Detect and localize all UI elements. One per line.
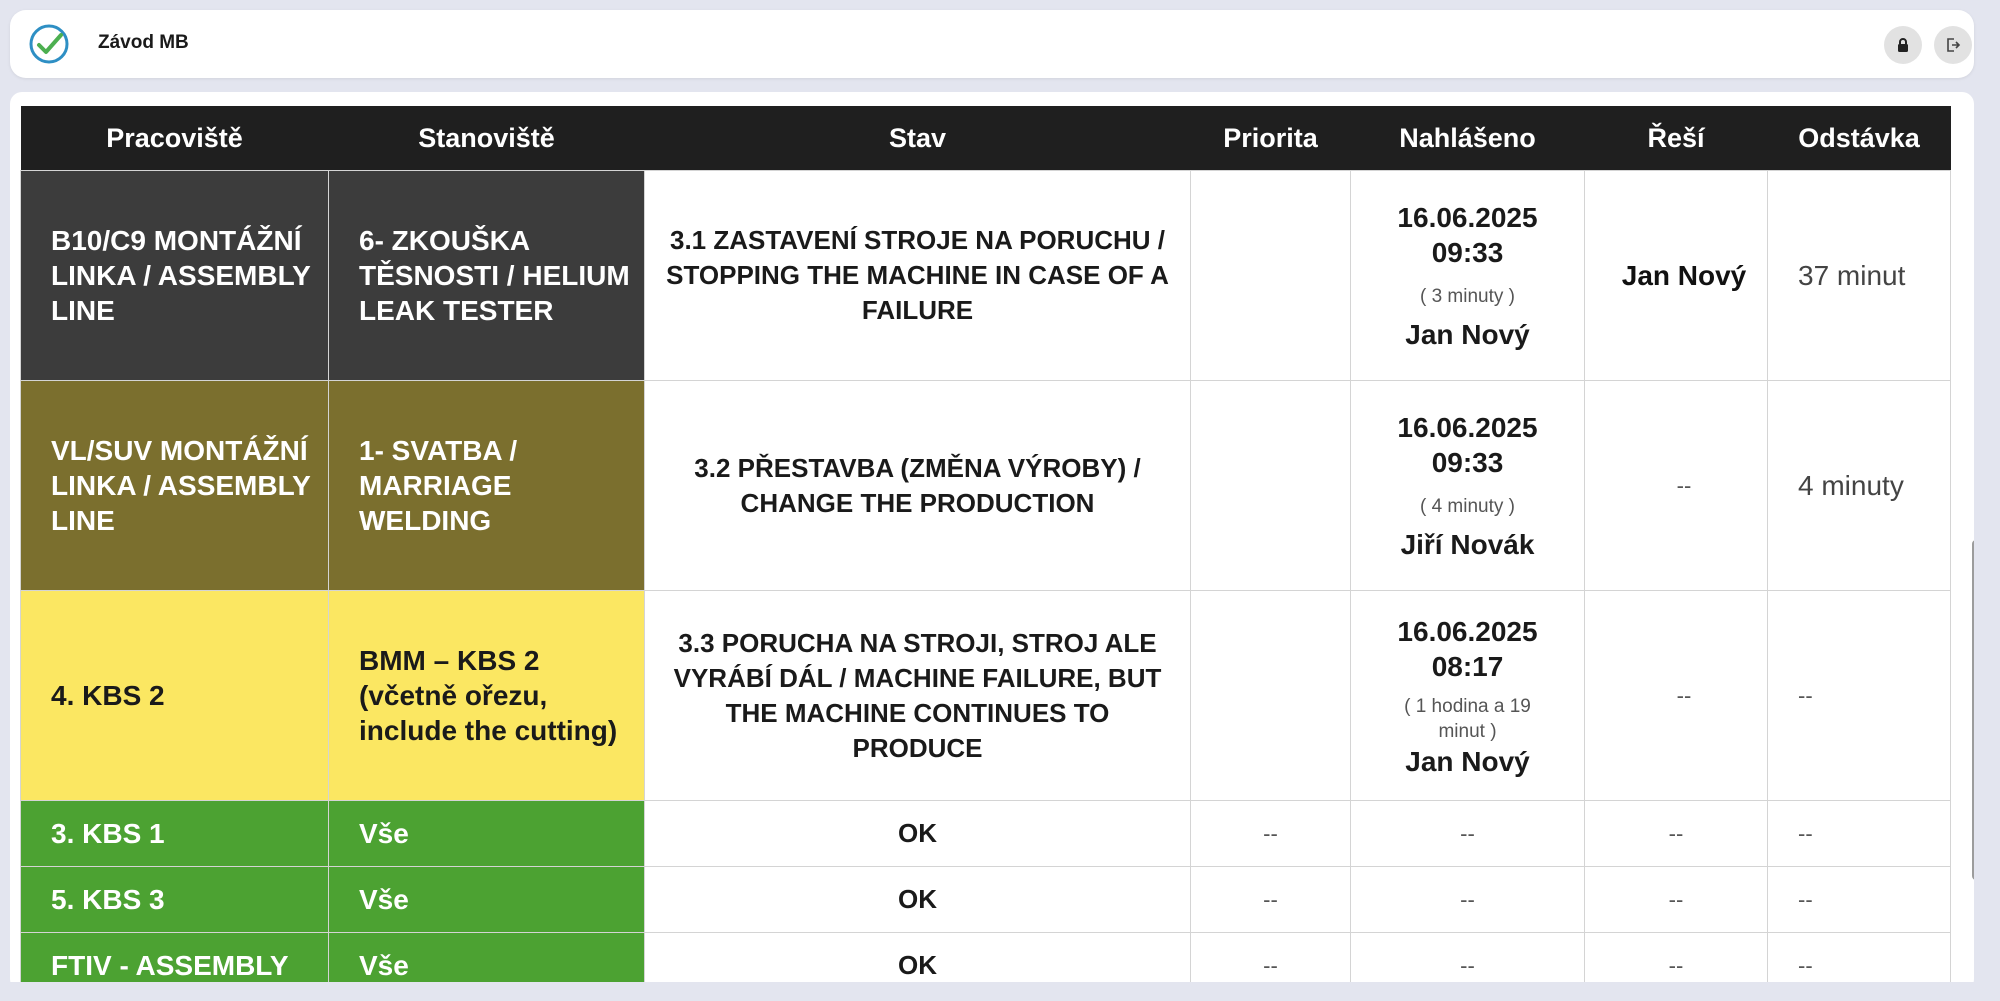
lock-icon <box>1895 37 1911 53</box>
odstavka-cell: -- <box>1768 933 1951 992</box>
reported-time: 09:33 <box>1431 237 1504 268</box>
nahlaseno-cell: -- <box>1351 867 1585 933</box>
stav-cell: 3.2 PŘESTAVBA (ZMĚNA VÝROBY) / CHANGE THE PRODUCTION <box>645 381 1191 591</box>
nahlaseno-cell: -- <box>1351 933 1585 992</box>
column-header-stanoviste[interactable]: Stanoviště <box>329 106 645 171</box>
reported-elapsed: ( 1 hodina a 19 minut ) <box>1404 695 1531 742</box>
stav-cell: 3.3 PORUCHA NA STROJI, STROJ ALE VYRÁBÍ DÁL / MACHINE FAILURE, BUT THE MACHINE CONTINUES TO PRODUCE <box>645 591 1191 801</box>
reported-time: 09:33 <box>1431 447 1504 478</box>
table-row[interactable] <box>21 381 1951 591</box>
priorita-cell <box>1191 591 1351 801</box>
nahlaseno-cell <box>1351 381 1585 591</box>
stanoviste-cell: BMM – KBS 2 (včetně ořezu, include the cutting) <box>329 591 645 801</box>
app-title: Závod MB <box>98 32 189 53</box>
priorita-cell: -- <box>1191 933 1351 992</box>
reported-date: 16.06.2025 <box>1397 615 1538 647</box>
status-panel <box>10 92 1974 991</box>
priorita-cell: -- <box>1191 867 1351 933</box>
resi-cell: -- <box>1585 591 1768 801</box>
priorita-cell <box>1191 381 1351 591</box>
resi-cell: -- <box>1585 867 1768 933</box>
pracoviste-cell: 4. KBS 2 <box>21 591 329 801</box>
reported-by: Jan Nový <box>1405 745 1530 777</box>
pracoviste-cell: 3. KBS 1 <box>21 801 329 867</box>
stanoviste-cell: 6- ZKOUŠKA TĚSNOSTI / HELIUM LEAK TESTER <box>329 171 645 381</box>
odstavka-cell: -- <box>1768 591 1951 801</box>
stanoviste-cell: Vše <box>329 867 645 933</box>
reported-elapsed: ( 3 minuty ) <box>1419 286 1516 307</box>
lock-button[interactable] <box>1884 26 1922 64</box>
stanoviste-cell: Vše <box>329 801 645 867</box>
resi-cell: -- <box>1585 381 1768 591</box>
nahlaseno-cell: -- <box>1351 801 1585 867</box>
column-header-nahlaseno[interactable]: Nahlášeno <box>1351 106 1585 171</box>
nahlaseno-cell <box>1351 591 1585 801</box>
priorita-cell <box>1191 171 1351 381</box>
stanoviste-cell: Vše <box>329 933 645 992</box>
reported-date: 16.06.2025 <box>1397 202 1538 233</box>
top-bar <box>10 10 1974 78</box>
resi-cell: Jan Nový <box>1585 171 1768 381</box>
stav-cell: 3.1 ZASTAVENÍ STROJE NA PORUCHU / STOPPING THE MACHINE IN CASE OF A FAILURE <box>645 171 1191 381</box>
resi-cell: -- <box>1585 933 1768 992</box>
stav-cell: OK <box>645 801 1191 867</box>
column-header-odstavka[interactable]: Odstávka <box>1768 106 1951 171</box>
reported-time: 08:17 <box>1431 650 1504 682</box>
reported-date: 16.06.2025 <box>1397 412 1538 443</box>
pracoviste-cell: FTIV - ASSEMBLY <box>21 933 329 992</box>
table-header-row <box>21 106 1951 171</box>
table-row[interactable] <box>21 591 1951 801</box>
page-bottom-band <box>0 982 2000 1001</box>
reported-by: Jiří Novák <box>1400 529 1535 560</box>
nahlaseno-cell <box>1351 171 1585 381</box>
column-header-resi[interactable]: Řeší <box>1585 106 1768 171</box>
pracoviste-cell: B10/C9 MONTÁŽNÍ LINKA / ASSEMBLY LINE <box>21 171 329 381</box>
column-header-priorita[interactable]: Priorita <box>1191 106 1351 171</box>
pracoviste-cell: 5. KBS 3 <box>21 867 329 933</box>
reported-elapsed: ( 4 minuty ) <box>1419 496 1516 517</box>
table-row[interactable] <box>21 867 1951 933</box>
stav-cell: OK <box>645 867 1191 933</box>
stav-cell: OK <box>645 933 1191 992</box>
stanoviste-cell: 1- SVATBA / MARRIAGE WELDING <box>329 381 645 591</box>
logout-button[interactable] <box>1934 26 1972 64</box>
priorita-cell: -- <box>1191 801 1351 867</box>
odstavka-cell: -- <box>1768 801 1951 867</box>
column-header-stav[interactable]: Stav <box>645 106 1191 171</box>
logout-icon <box>1945 37 1961 53</box>
table-row[interactable] <box>21 801 1951 867</box>
pracoviste-cell: VL/SUV MONTÁŽNÍ LINKA / ASSEMBLY LINE <box>21 381 329 591</box>
resi-cell: -- <box>1585 801 1768 867</box>
check-circle-icon <box>28 23 70 65</box>
odstavka-cell: 4 minuty <box>1768 381 1951 591</box>
scrollbar-thumb[interactable] <box>1972 540 1974 880</box>
column-header-pracoviste[interactable]: Pracoviště <box>21 106 329 171</box>
odstavka-cell: 37 minut <box>1768 171 1951 381</box>
odstavka-cell: -- <box>1768 867 1951 933</box>
table-row[interactable] <box>21 171 1951 381</box>
status-table <box>20 106 1951 991</box>
reported-by: Jan Nový <box>1405 319 1530 350</box>
